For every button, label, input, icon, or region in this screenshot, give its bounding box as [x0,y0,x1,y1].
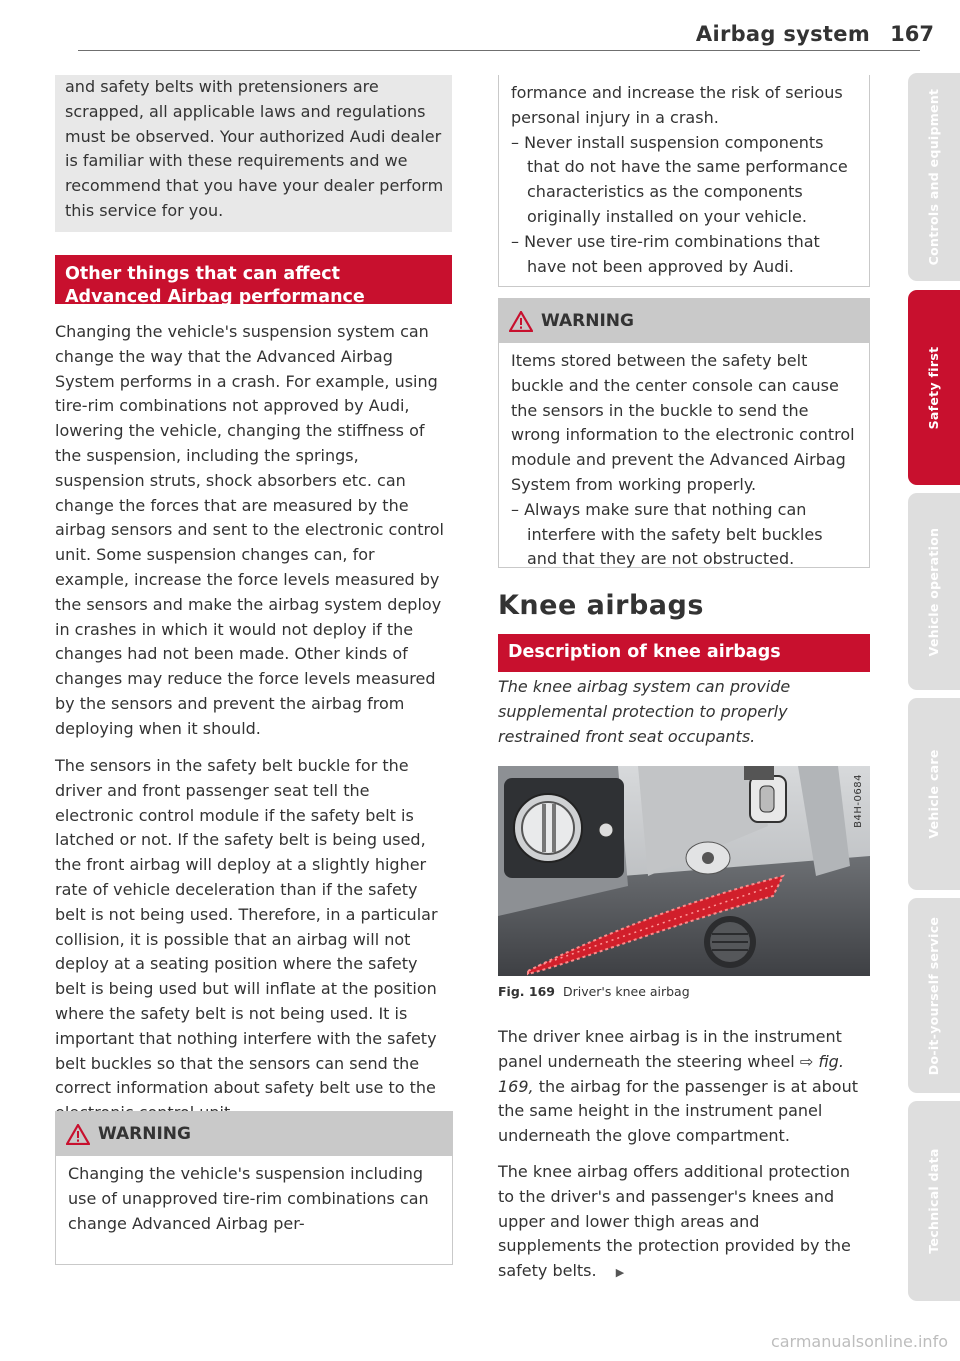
warning-header [56,1112,452,1156]
body-paragraph-suspension: Changing the vehicle's suspension system can change the way that the Advanced Airbag System performs in a crash. For example, using tire-rim combinations not approved by Audi, lowering the vehicle, changing the stiffness of the suspension, including the springs, suspension struts, shock absorbers etc. can change the forces that are measured by the airbag sensors and sent to the electronic control unit. Some suspension changes can, for example, increase the force levels measured by the sensors and make the airbag system deploy in crashes in which it would not deploy if the changes had not been made. Other kinds of changes may reduce the force levels measured by the sensors and prevent the airbag from deploying when it should. [55,322,444,738]
continue-arrow-icon: ▶ [615,1266,625,1280]
running-header-title: Airbag system [695,22,870,46]
tab-do-it-yourself-service[interactable] [908,898,960,1093]
chapter-heading-knee-airbags: Knee airbags [498,590,704,621]
warning-text: Items stored between the safety belt buckle and the center console can cause the sensors in the buckle to send the wrong information to the electronic control module and prevent the Advanced Airbag System from working properly. [511,351,855,494]
tab-label: Vehicle care [926,749,941,839]
chapter-tab-strip [908,0,960,1361]
warning-body [499,343,869,580]
intro-italic: The knee airbag system can provide supplemental protection to properly restrained front seat occupants. [498,677,791,746]
warning-text-cont: formance and increase the risk of serious personal injury in a crash. [511,83,843,127]
page-number: 167 [890,22,934,46]
intro-note-box [55,75,452,232]
knee-location-text-b: the airbag for the passenger is at about the same height in the instrument panel underneath the glove compartment. [498,1076,858,1146]
header-rule [78,50,920,51]
warning-text: Changing the vehicle's suspension including use of unapproved tire-rim combinations can change Advanced Airbag per- [68,1164,429,1233]
tab-vehicle-operation[interactable] [908,493,960,690]
subheading-description-knee-airbags: Description of knee airbags [498,634,870,672]
figure-caption [498,984,690,999]
tab-label: Do-it-yourself service [926,916,941,1075]
tab-safety-first[interactable] [908,290,960,485]
warning-label: WARNING [541,311,634,331]
warning-list-item: – Never install suspension components that do not have the same performance characteristics as the components originally installed on your vehicle. [511,132,848,226]
warning-box-suspension-cont [498,75,870,287]
body-paragraph-knee-location [498,1025,863,1149]
warning-triangle-icon [509,311,533,332]
body-paragraph-knee-protection [498,1160,863,1286]
warning-box-belt-buckle [498,298,870,568]
tab-technical-data[interactable] [908,1101,960,1301]
warning-list-item: – Always make sure that nothing can interfere with the safety belt buckles and that they are not obstructed. [511,499,823,569]
tab-label: Vehicle operation [926,527,941,656]
body-paragraph-belt-sensors: The sensors in the safety belt buckle for the driver and front passenger seat tell the electronic control module if the safety belt is latched or not. If the safety belt is being used, the front airbag will deploy at a slightly higher rate of vehicle deceleration than if the safety belt is not being used. Therefore, in a particular collision, it is possible that an airbag will not deploy at a seating position where the safety belt is being used but will inflate at the position where the safety belt is not being used. It is important that nothing interfere with the safety belt buckles so that the sensors can send the correct information about safety belt use to the [55,756,438,1098]
figure-reference-link[interactable]: ⇨ fig. 169, [498,1051,844,1096]
footer-watermark: carmanualsonline.info [770,1332,948,1351]
warning-label: WARNING [98,1124,191,1144]
knee-airbag-illustration [498,766,870,976]
warning-body [56,1156,452,1244]
warning-header [499,299,869,343]
figure-code: B4H-0684 [853,774,864,828]
figure-caption-text: Driver's knee airbag [562,984,690,999]
tab-label: Safety first [926,346,941,429]
tab-controls-and-equipment[interactable] [908,73,960,281]
warning-triangle-icon [66,1124,90,1145]
knee-location-text-a: The driver knee airbag is in the instrument panel underneath the steering wheel [498,1027,842,1071]
warning-box-suspension [55,1111,453,1265]
section-heading-advanced-airbag: Other things that can affect Advanced Airbag performance [55,255,452,304]
warning-body-cont [499,75,869,287]
warning-list-item: – Never use tire-rim combinations that have not been approved by Audi. [511,231,820,276]
tab-vehicle-care[interactable] [908,698,960,890]
intro-note-text: and safety belts with pretensioners are scrapped, all applicable laws and regulations must be observed. Your authorized Audi dealer is familiar with these requirements and we recommend that you have your dealer perform this service for you. [65,77,444,220]
knee-protection-text: The knee airbag offers additional protection to the driver's and passenger's knees and upper and lower thigh areas and supplements the protection provided by the safety belts. [498,1162,851,1281]
figure-knee-airbag [498,766,870,976]
tab-label: Technical data [926,1148,941,1254]
tab-label: Controls and equipment [926,88,941,266]
figure-label: Fig. 169 [498,984,555,999]
